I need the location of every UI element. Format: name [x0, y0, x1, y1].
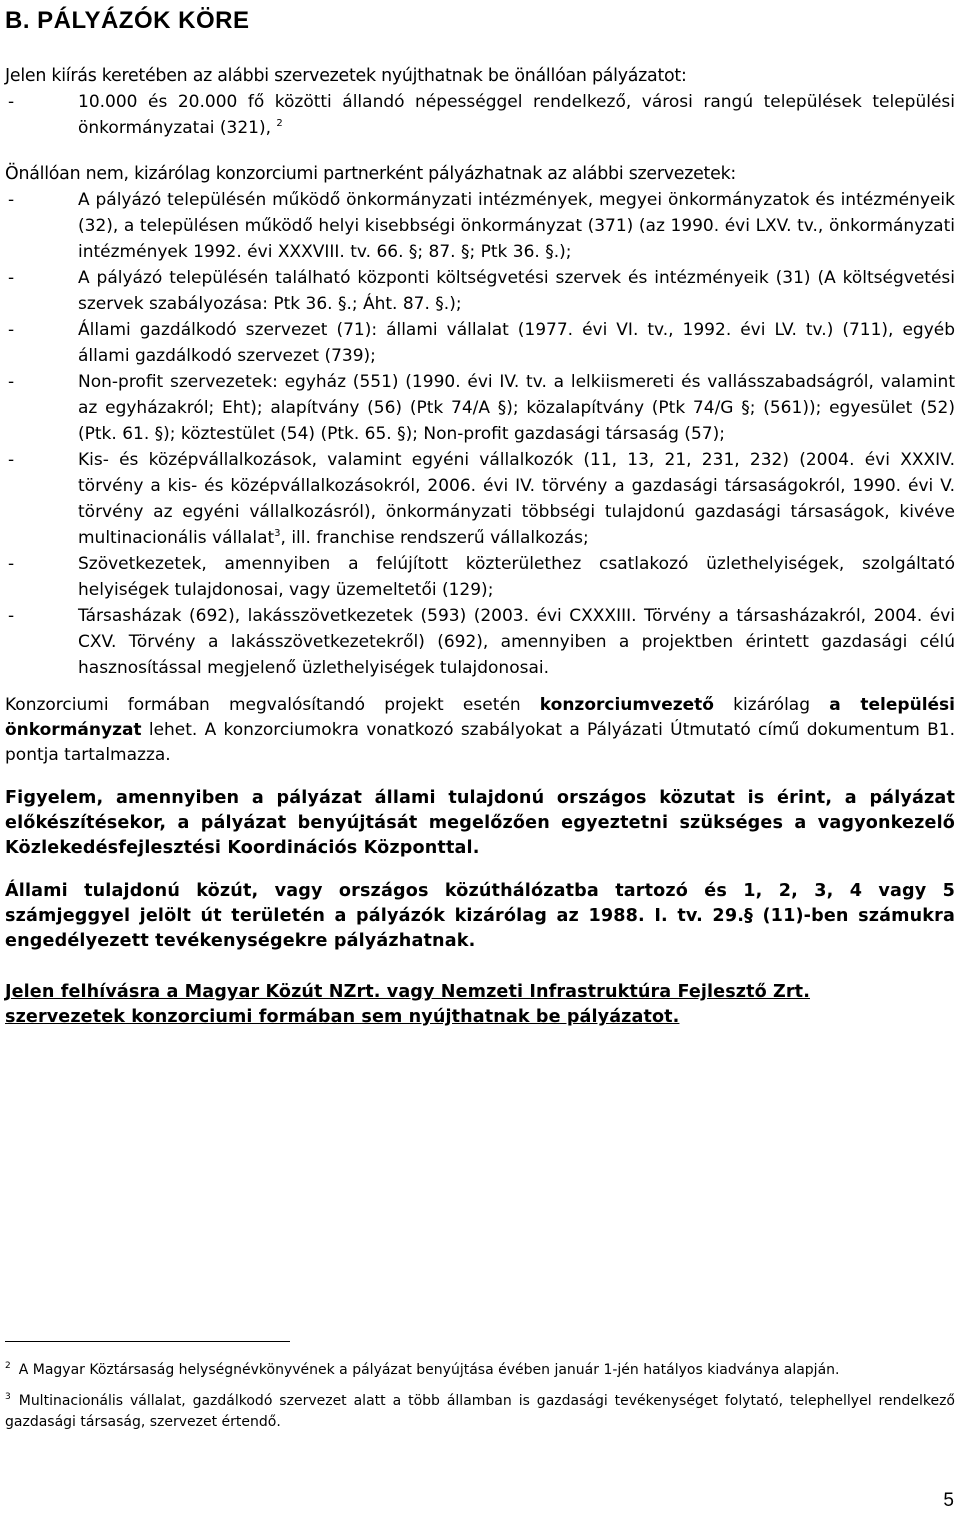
dash-marker: -: [8, 268, 15, 288]
footnote-separator: [5, 1341, 290, 1342]
page-number: 5: [943, 1490, 954, 1511]
list-item-text: Társasházak (692), lakásszövetkezetek (593) (2003. évi CXXXIII. Törvény a társasházakról, 2004. évi CXV. Törvény a lakásszövetkezetekről) (692), amennyiben a projektben érintett gazdasági célú hasznosítással megjelenő üzlethelyiségek tulajdonosai.: [78, 606, 955, 678]
list-item: [5, 265, 955, 317]
no-consortium-paragraph: [5, 980, 955, 1030]
consortium-paragraph: Konzorciumi formában megvalósítandó projekt esetén konzorciumvezető kizárólag a települési önkormányzat lehet. A konzorciumokra vonatkozó szabályokat a Pályázati Útmutató című dokumentum B1. pontja tartalmazza.: [5, 695, 955, 765]
list-item-text: Állami gazdálkodó szervezet (71): állami vállalat (1977. évi VI. tv., 1992. évi LV. tv.) (711), egyéb állami gazdálkodó szervezet (739);: [78, 320, 955, 366]
list-item-text: Kis- és középvállalkozások, valamint egyéni vállalkozók (11, 13, 21, 231, 232) (2004. évi XXXIV. törvény a kis- és középvállalkozásokról, 2006. évi IV. törvény a gazdasági társaságokról, 1990. évi V. törvény az egyéni vállalkozásról), önkormányzati többségi tulajdonú gazdasági társaságok, kivéve multinacionális vállalat$^3$, ill. franchise rendszerű vállalkozás;: [78, 450, 955, 548]
consortium-partners-list: [5, 187, 955, 681]
section-heading: B. PÁLYÁZÓK KÖRE: [5, 7, 250, 34]
footnote-text: Multinacionális vállalat, gazdálkodó szervezet alatt a több államban is gazdasági tevékenységet folytató, telephellyel rendelkező gazdasági társaság, szervezet értendő.: [5, 1393, 955, 1430]
footnote-ref: 2: [276, 118, 283, 129]
dash-marker: -: [8, 554, 15, 574]
attention-paragraph: Figyelem, amennyiben a pályázat állami tulajdonú országos közutat is érint, a pályázat előkészítésekor, a pályázat benyújtását megelőzően egyeztetni szükséges a vagyonkezelő Közlekedésfejlesztési Koordinációs Központtal.: [5, 788, 955, 858]
roads-paragraph: Állami tulajdonú közút, vagy országos közúthálózatba tartozó és 1, 2, 3, 4 vagy 5 számjeggyel jelölt út területén a pályázók kizárólag az 1988. I. tv. 29.§ (11)-ben számukra engedélyezett tevékenységekre pályázhatnak.: [5, 881, 955, 951]
dash-marker: -: [8, 372, 15, 392]
list-item: [5, 369, 955, 447]
footnote-ref: 3: [274, 528, 281, 539]
footnote: [5, 1391, 955, 1433]
independent-applicants-list: [5, 89, 955, 141]
list-item-text: A pályázó településén található központi költségvetési szervek és intézményeik (31) (A költségvetési szervek szabályozása: Ptk 36. §.; Áht. 87. §.);: [78, 268, 955, 314]
no-consortium-line: szervezetek konzorciumi formában sem nyújthatnak be pályázatot.: [5, 1007, 680, 1027]
list-item: [5, 187, 955, 265]
list-item: [5, 317, 955, 369]
list-item-text: Szövetkezetek, amennyiben a felújított közterülethez csatlakozó üzlethelyiségek, szolgáltató helyiségek tulajdonosai, vagy üzemeltetői (129);: [78, 554, 955, 600]
dash-marker: -: [8, 606, 15, 626]
list-item-text: 10.000 és 20.000 fő közötti állandó népességgel rendelkező, városi rangú települések települési önkormányzatai (321), $^2$: [78, 92, 955, 138]
footnotes: [5, 1360, 955, 1443]
footnote-mark: 3: [5, 1392, 11, 1402]
document-page: [5, 0, 955, 1030]
list-item: [5, 551, 955, 603]
list-item: [5, 89, 955, 141]
list-item: [5, 603, 955, 681]
dash-marker: -: [8, 92, 15, 112]
footnote-mark: 2: [5, 1361, 11, 1371]
no-consortium-line: Jelen felhívásra a Magyar Közút NZrt. vagy Nemzeti Infrastruktúra Fejlesztő Zrt.: [5, 982, 810, 1002]
consortium-partners-intro: Önállóan nem, kizárólag konzorciumi partnerként pályázhatnak az alábbi szervezetek:: [5, 164, 736, 184]
footnote: [5, 1360, 955, 1381]
list-item-text: Non-profit szervezetek: egyház (551) (1990. évi IV. tv. a lelkiismereti és vallásszabadságról, valamint az egyházakról; Eht); alapítvány (56) (Ptk 74/A §); közalapítvány (Ptk 74/G §; (561)); egyesület (52) (Ptk. 61. §); köztestület (54) (Ptk. 65. §); Non-profit gazdasági társaság (57);: [78, 372, 955, 444]
dash-marker: -: [8, 450, 15, 470]
list-item-text: A pályázó településén működő önkormányzati intézmények, megyei önkormányzatok és intézményeik (32), a településen működő helyi kisebbségi önkormányzat (371) (az 1990. évi LXV. tv., önkormányzati intézmények 1992. évi XXXVIII. tv. 66. §; 87. §; Ptk 36. §.);: [78, 190, 955, 262]
list-item: [5, 447, 955, 551]
dash-marker: -: [8, 320, 15, 340]
dash-marker: -: [8, 190, 15, 210]
footnote-text: A Magyar Köztársaság helységnévkönyvének a pályázat benyújtása évében január 1-jén hatályos kiadványa alapján.: [18, 1362, 840, 1378]
intro-line: Jelen kiírás keretében az alábbi szervezetek nyújthatnak be önállóan pályázatot:: [5, 66, 687, 86]
